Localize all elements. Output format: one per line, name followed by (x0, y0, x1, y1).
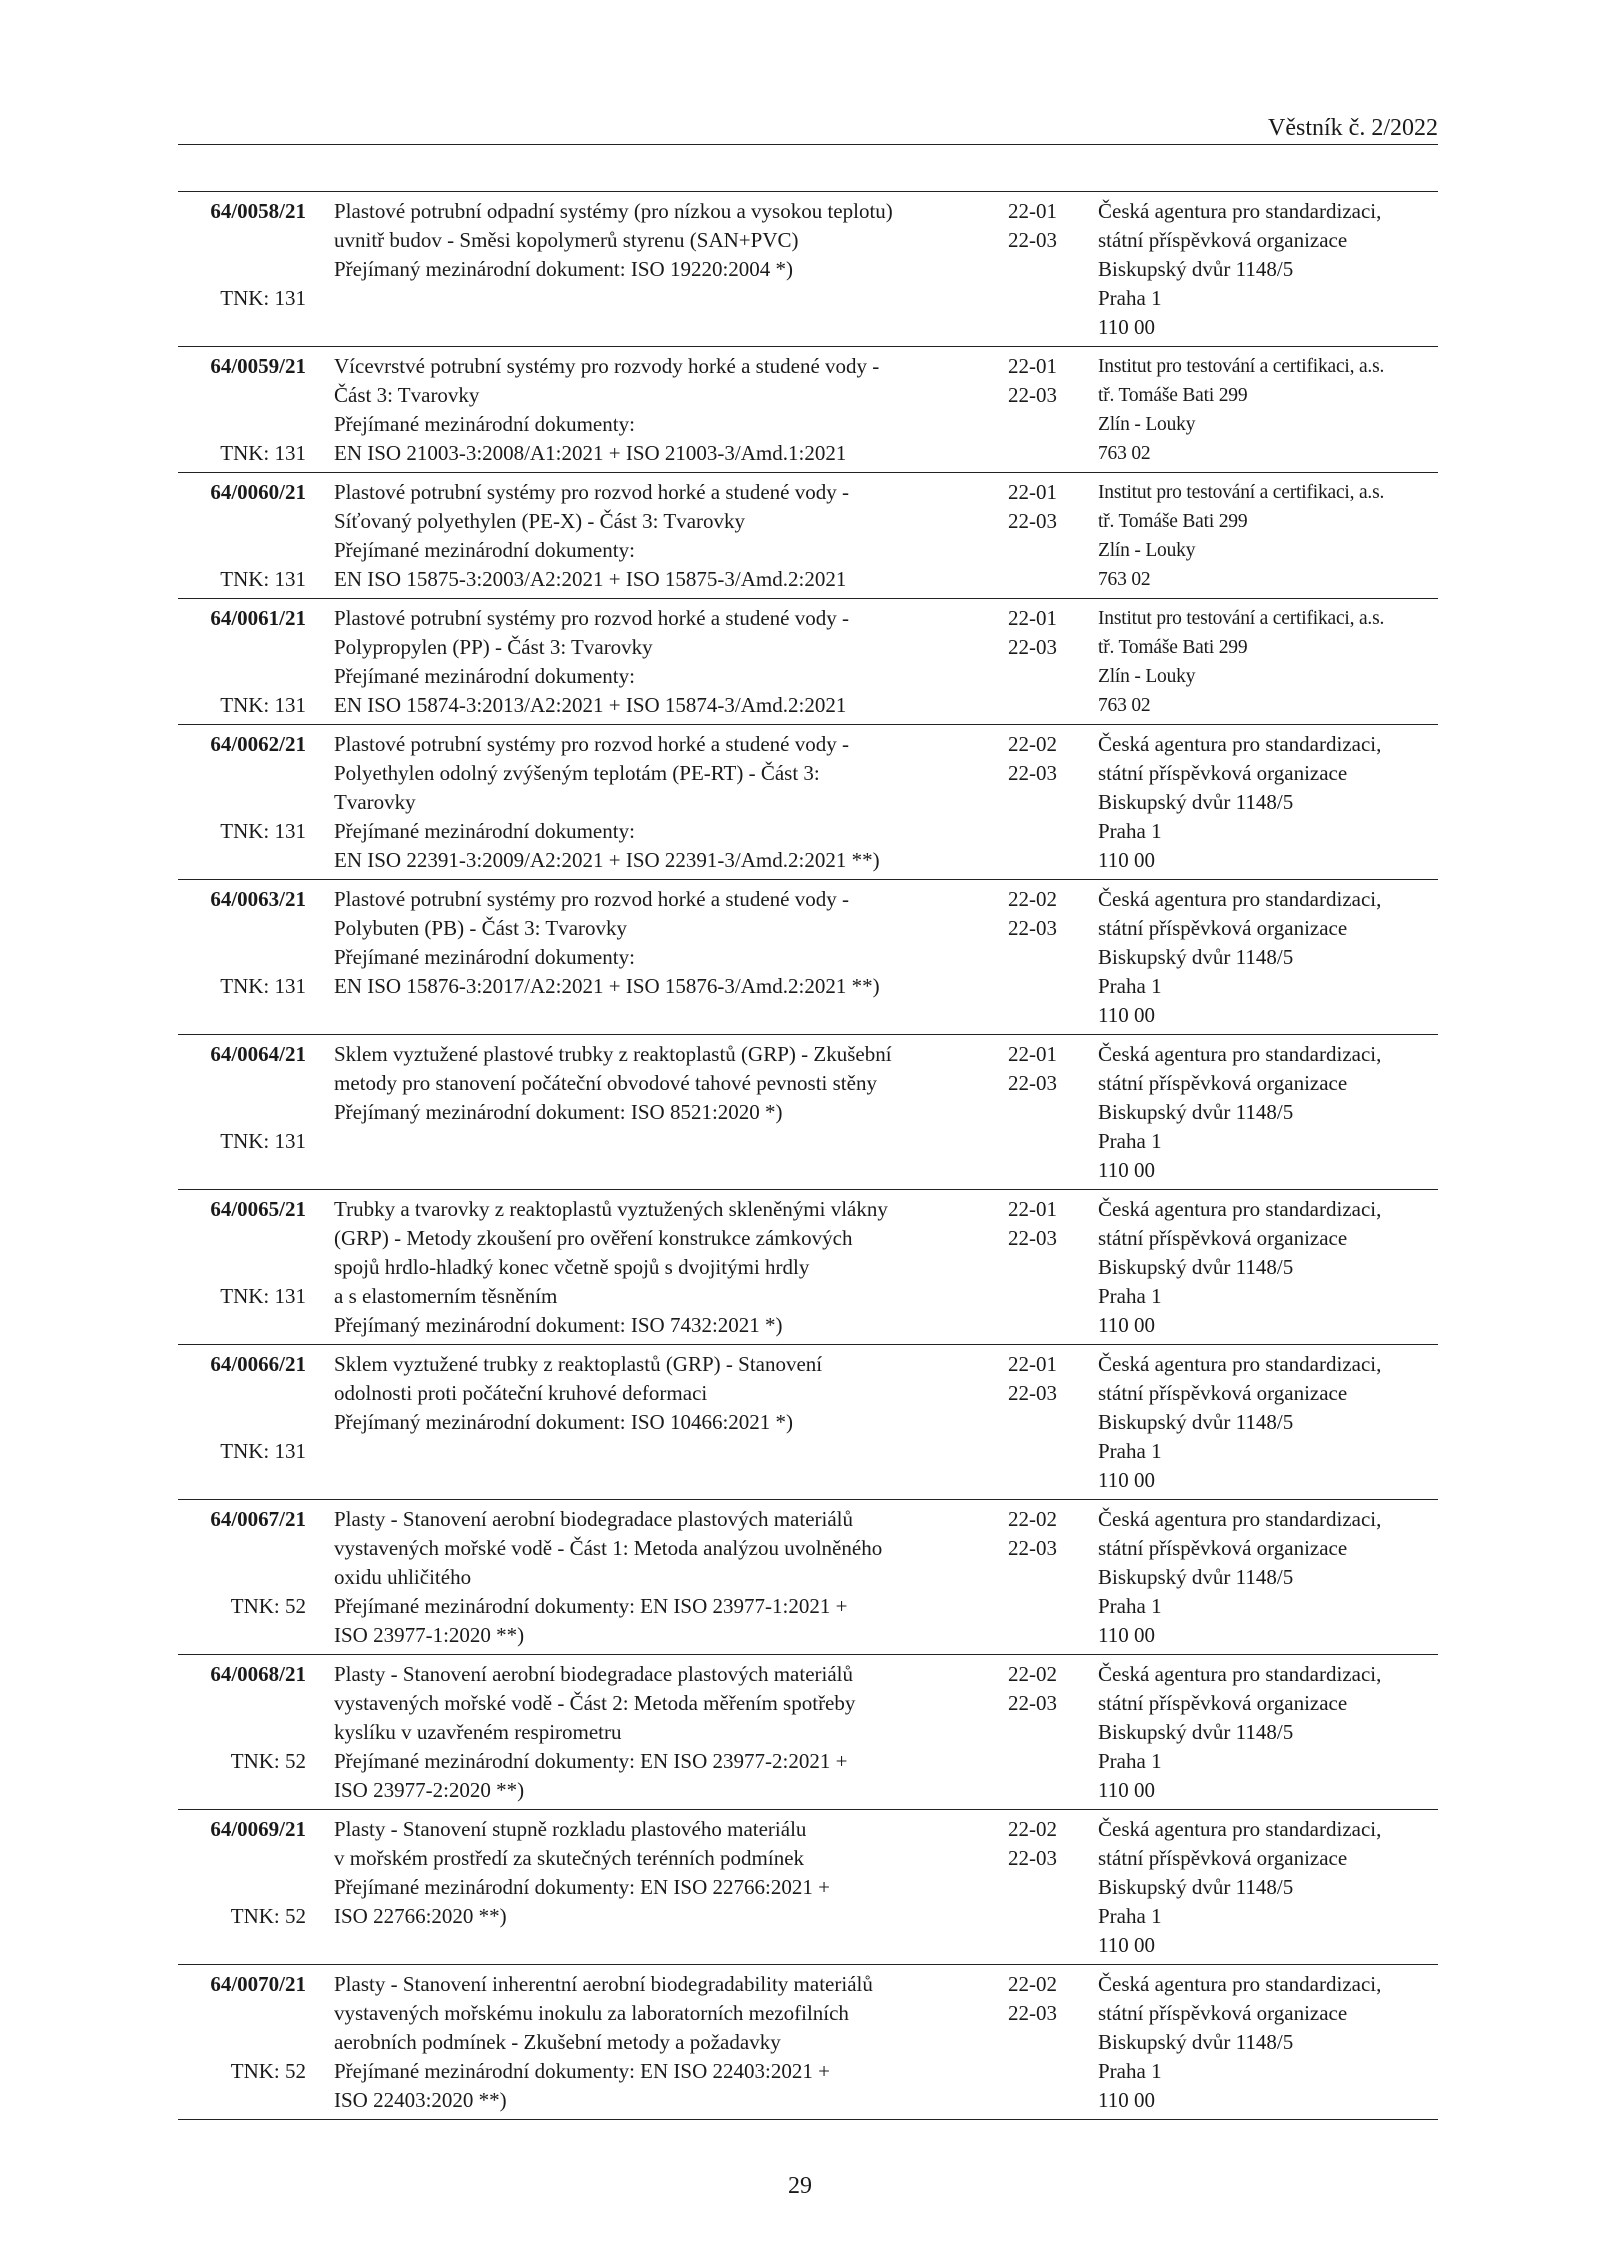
entry-title (334, 478, 989, 594)
entry-organization-line: Zlín - Louky (1098, 540, 1196, 561)
entry-organization-line: Biskupský dvůr 1148/5 (1098, 1255, 1294, 1279)
entry-organization-line: Institut pro testování a certifikaci, a.s. (1098, 482, 1385, 503)
entry-number: 64/0065/21 (210, 1197, 306, 1221)
entry-number-cell (178, 730, 306, 843)
entry-codes (1008, 352, 1088, 410)
entry-organization-line: Biskupský dvůr 1148/5 (1098, 1565, 1294, 1589)
entry-title (334, 352, 989, 468)
entry-title (334, 197, 989, 284)
entry-codes-line: 22-03 (1008, 1381, 1057, 1405)
entry-codes-line: 22-02 (1008, 1817, 1057, 1841)
entry-number: 64/0059/21 (210, 354, 306, 378)
entry-organization-line: tř. Tomáše Bati 299 (1098, 637, 1248, 658)
entry-number-cell (178, 1505, 306, 1618)
entry-organization-line: 110 00 (1098, 1933, 1155, 1957)
entry-organization (1098, 1195, 1443, 1340)
entry-number: 64/0066/21 (210, 1352, 306, 1376)
entry-title-line: Plasty - Stanovení inherentní aerobní biodegradability materiálů (334, 1972, 873, 1996)
entry-codes-line: 22-03 (1008, 228, 1057, 252)
entry-title-line: EN ISO 21003-3:2008/A1:2021 + ISO 21003-3/Amd.1:2021 (334, 441, 847, 465)
entry-codes-line: 22-01 (1008, 1352, 1057, 1376)
entry-codes-line: 22-03 (1008, 1691, 1057, 1715)
entry-organization-line: Zlín - Louky (1098, 666, 1196, 687)
tnk-label: TNK: 131 (220, 1129, 306, 1153)
entry-organization-line: státní příspěvková organizace (1098, 1691, 1348, 1715)
entry-number: 64/0064/21 (210, 1042, 306, 1066)
entry-organization-line: tř. Tomáše Bati 299 (1098, 385, 1248, 406)
entry-codes-line: 22-01 (1008, 1042, 1057, 1066)
standards-table (178, 191, 1438, 2120)
entry-codes (1008, 885, 1088, 943)
entry-codes-line: 22-02 (1008, 732, 1057, 756)
entry-organization (1098, 885, 1443, 1030)
table-row (178, 599, 1438, 725)
entry-title-line: uvnitř budov - Směsi kopolymerů styrenu (SAN+PVC) (334, 228, 799, 252)
entry-organization-line: Česká agentura pro standardizaci, (1098, 1817, 1382, 1841)
tnk-label: TNK: 131 (220, 1439, 306, 1463)
entry-title-line: vystavených mořské vodě - Část 1: Metoda analýzou uvolněného (334, 1536, 883, 1560)
page-header (178, 116, 1438, 145)
entry-codes-line: 22-01 (1008, 1197, 1057, 1221)
table-row (178, 192, 1438, 347)
entry-organization-line: Praha 1 (1098, 819, 1162, 843)
entry-codes-line: 22-03 (1008, 1071, 1057, 1095)
tnk-label: TNK: 52 (230, 1749, 306, 1773)
entry-title-line: Plasty - Stanovení aerobní biodegradace plastových materiálů (334, 1507, 854, 1531)
entry-codes-line: 22-01 (1008, 354, 1057, 378)
entry-title-line: Přejímané mezinárodní dokumenty: (334, 412, 635, 436)
entry-number: 64/0069/21 (210, 1817, 306, 1841)
entry-title-line: Plastové potrubní systémy pro rozvod horké a studené vody - (334, 606, 849, 630)
entry-title-line: aerobních podmínek - Zkušební metody a požadavky (334, 2030, 781, 2054)
entry-title-line: Přejímané mezinárodní dokumenty: EN ISO 22766:2021 + (334, 1875, 830, 1899)
entry-organization-line: Česká agentura pro standardizaci, (1098, 1662, 1382, 1686)
entry-codes (1008, 197, 1088, 255)
entry-title-line: Tvarovky (334, 790, 416, 814)
entry-title-line: Síťovaný polyethylen (PE-X) - Část 3: Tvarovky (334, 509, 746, 533)
entry-title (334, 1970, 989, 2115)
entry-title-line: oxidu uhličitého (334, 1565, 472, 1589)
entry-codes-line: 22-03 (1008, 509, 1057, 533)
entry-organization-line: Biskupský dvůr 1148/5 (1098, 1100, 1294, 1124)
entry-organization (1098, 1970, 1443, 2115)
entry-number: 64/0058/21 (210, 199, 306, 223)
entry-organization-line: Česká agentura pro standardizaci, (1098, 1352, 1382, 1376)
entry-organization-line: 110 00 (1098, 1623, 1155, 1647)
entry-title-line: Přejímaný mezinárodní dokument: ISO 19220:2004 *) (334, 257, 794, 281)
entry-number-cell (178, 1660, 306, 1773)
entry-organization-line: Institut pro testování a certifikaci, a.s. (1098, 608, 1385, 629)
entry-organization-line: Biskupský dvůr 1148/5 (1098, 257, 1294, 281)
entry-title-line: Plastové potrubní odpadní systémy (pro nízkou a vysokou teplotu) (334, 199, 893, 223)
entry-number-cell (178, 1195, 306, 1308)
entry-organization-line: 110 00 (1098, 1313, 1155, 1337)
entry-organization-line: Praha 1 (1098, 1749, 1162, 1773)
entry-title (334, 604, 989, 720)
entry-number: 64/0062/21 (210, 732, 306, 756)
tnk-label: TNK: 131 (220, 693, 306, 717)
entry-organization-line: 110 00 (1098, 2088, 1155, 2112)
entry-organization (1098, 604, 1443, 720)
entry-organization-line: Česká agentura pro standardizaci, (1098, 887, 1382, 911)
entry-organization-line: státní příspěvková organizace (1098, 2001, 1348, 2025)
entry-codes-line: 22-03 (1008, 761, 1057, 785)
entry-organization-line: Biskupský dvůr 1148/5 (1098, 945, 1294, 969)
entry-organization-line: 110 00 (1098, 315, 1155, 339)
entry-organization-line: Praha 1 (1098, 1904, 1162, 1928)
entry-organization-line: Biskupský dvůr 1148/5 (1098, 1410, 1294, 1434)
entry-organization (1098, 352, 1443, 468)
entry-codes-line: 22-01 (1008, 199, 1057, 223)
header-title: Věstník č. 2/2022 (1268, 115, 1438, 141)
entry-title (334, 1195, 989, 1340)
entry-codes-line: 22-02 (1008, 1507, 1057, 1531)
entry-title-line: Plasty - Stanovení aerobní biodegradace plastových materiálů (334, 1662, 854, 1686)
entry-number-cell (178, 1040, 306, 1153)
entry-organization-line: Biskupský dvůr 1148/5 (1098, 1875, 1294, 1899)
entry-title-line: Přejímané mezinárodní dokumenty: (334, 664, 635, 688)
entry-codes-line: 22-03 (1008, 1846, 1057, 1870)
entry-organization-line: Praha 1 (1098, 1594, 1162, 1618)
entry-organization-line: Praha 1 (1098, 1284, 1162, 1308)
entry-title (334, 1505, 989, 1650)
entry-organization (1098, 1350, 1443, 1495)
entry-title-line: Přejímané mezinárodní dokumenty: EN ISO 23977-2:2021 + (334, 1749, 848, 1773)
entry-codes-line: 22-03 (1008, 383, 1057, 407)
entry-organization-line: Biskupský dvůr 1148/5 (1098, 790, 1294, 814)
entry-number-cell (178, 604, 306, 717)
entry-title-line: Sklem vyztužené plastové trubky z reaktoplastů (GRP) - Zkušební (334, 1042, 892, 1066)
entry-organization-line: Česká agentura pro standardizaci, (1098, 199, 1382, 223)
entry-organization-line: tř. Tomáše Bati 299 (1098, 511, 1248, 532)
entry-title-line: Přejímané mezinárodní dokumenty: EN ISO 23977-1:2021 + (334, 1594, 848, 1618)
entry-title-line: Přejímané mezinárodní dokumenty: (334, 538, 635, 562)
entry-organization-line: Česká agentura pro standardizaci, (1098, 732, 1382, 756)
entry-codes (1008, 1660, 1088, 1718)
entry-codes (1008, 1815, 1088, 1873)
entry-title-line: ISO 22766:2020 **) (334, 1904, 507, 1928)
entry-title-line: Sklem vyztužené trubky z reaktoplastů (GRP) - Stanovení (334, 1352, 823, 1376)
entry-codes-line: 22-01 (1008, 480, 1057, 504)
entry-organization-line: státní příspěvková organizace (1098, 1226, 1348, 1250)
entry-organization-line: Biskupský dvůr 1148/5 (1098, 1720, 1294, 1744)
table-row (178, 725, 1438, 880)
entry-number: 64/0067/21 (210, 1507, 306, 1531)
tnk-label: TNK: 131 (220, 567, 306, 591)
entry-organization (1098, 730, 1443, 875)
page-number: 29 (788, 2173, 812, 2199)
entry-organization-line: Praha 1 (1098, 1439, 1162, 1463)
entry-codes (1008, 1040, 1088, 1098)
entry-organization-line: státní příspěvková organizace (1098, 761, 1348, 785)
entry-number-cell (178, 352, 306, 465)
tnk-label: TNK: 131 (220, 819, 306, 843)
entry-organization-line: 110 00 (1098, 848, 1155, 872)
entry-organization-line: 763 02 (1098, 443, 1151, 464)
entry-organization-line: Institut pro testování a certifikaci, a.s. (1098, 356, 1385, 377)
entry-codes-line: 22-03 (1008, 1226, 1057, 1250)
entry-organization-line: Praha 1 (1098, 1129, 1162, 1153)
entry-organization-line: Praha 1 (1098, 974, 1162, 998)
tnk-label: TNK: 52 (230, 1594, 306, 1618)
entry-title-line: Plastové potrubní systémy pro rozvod horké a studené vody - (334, 732, 849, 756)
entry-number-cell (178, 197, 306, 310)
entry-organization (1098, 1505, 1443, 1650)
entry-organization (1098, 197, 1443, 342)
entry-organization-line: 110 00 (1098, 1778, 1155, 1802)
entry-organization-line: Praha 1 (1098, 286, 1162, 310)
entry-title-line: odolnosti proti počáteční kruhové deformaci (334, 1381, 708, 1405)
entry-organization-line: Česká agentura pro standardizaci, (1098, 1197, 1382, 1221)
entry-title (334, 1040, 989, 1127)
entry-title-line: Přejímané mezinárodní dokumenty: EN ISO 22403:2021 + (334, 2059, 830, 2083)
entry-organization-line: 763 02 (1098, 695, 1151, 716)
tnk-label: TNK: 52 (230, 1904, 306, 1928)
entry-organization (1098, 1040, 1443, 1185)
entry-title-line: Plastové potrubní systémy pro rozvod horké a studené vody - (334, 887, 849, 911)
table-row (178, 1965, 1438, 2120)
entry-codes (1008, 1505, 1088, 1563)
tnk-label: TNK: 131 (220, 1284, 306, 1308)
table-row (178, 880, 1438, 1035)
tnk-label: TNK: 131 (220, 286, 306, 310)
entry-organization-line: Česká agentura pro standardizaci, (1098, 1972, 1382, 1996)
entry-title-line: EN ISO 22391-3:2009/A2:2021 + ISO 22391-3/Amd.2:2021 **) (334, 848, 880, 872)
entry-title-line: EN ISO 15874-3:2013/A2:2021 + ISO 15874-3/Amd.2:2021 (334, 693, 847, 717)
entry-codes (1008, 1970, 1088, 2028)
entry-title (334, 1660, 989, 1805)
entry-codes-line: 22-02 (1008, 1972, 1057, 1996)
entry-organization-line: státní příspěvková organizace (1098, 916, 1348, 940)
entry-organization-line: Praha 1 (1098, 2059, 1162, 2083)
entry-title-line: Plasty - Stanovení stupně rozkladu plastového materiálu (334, 1817, 807, 1841)
entry-number: 64/0061/21 (210, 606, 306, 630)
entry-title-line: Část 3: Tvarovky (334, 383, 480, 407)
entry-codes-line: 22-03 (1008, 2001, 1057, 2025)
entry-title-line: Plastové potrubní systémy pro rozvod horké a studené vody - (334, 480, 849, 504)
entry-organization-line: Biskupský dvůr 1148/5 (1098, 2030, 1294, 2054)
entry-title-line: Přejímaný mezinárodní dokument: ISO 8521:2020 *) (334, 1100, 783, 1124)
entry-number-cell (178, 1350, 306, 1463)
table-row (178, 1500, 1438, 1655)
entry-organization-line: státní příspěvková organizace (1098, 1846, 1348, 1870)
entry-title-line: Trubky a tvarovky z reaktoplastů vyztužených skleněnými vlákny (334, 1197, 888, 1221)
entry-organization-line: státní příspěvková organizace (1098, 228, 1348, 252)
entry-organization-line: státní příspěvková organizace (1098, 1536, 1348, 1560)
entry-title-line: metody pro stanovení počáteční obvodové tahové pevnosti stěny (334, 1071, 877, 1095)
entry-number-cell (178, 1815, 306, 1928)
entry-number: 64/0070/21 (210, 1972, 306, 1996)
entry-title-line: Přejímaný mezinárodní dokument: ISO 7432:2021 *) (334, 1313, 783, 1337)
entry-organization-line: 110 00 (1098, 1003, 1155, 1027)
table-row (178, 1035, 1438, 1190)
entry-organization-line: 110 00 (1098, 1158, 1155, 1182)
entry-organization (1098, 1660, 1443, 1805)
entry-number: 64/0060/21 (210, 480, 306, 504)
entry-title-line: a s elastomerním těsněním (334, 1284, 558, 1308)
entry-title-line: Přejímaný mezinárodní dokument: ISO 10466:2021 *) (334, 1410, 794, 1434)
entry-codes (1008, 1350, 1088, 1408)
entry-title (334, 730, 989, 875)
entry-title-line: ISO 23977-2:2020 **) (334, 1778, 525, 1802)
entry-codes (1008, 730, 1088, 788)
table-row (178, 473, 1438, 599)
entry-title-line: vystavených mořské vodě - Část 2: Metoda měřením spotřeby (334, 1691, 856, 1715)
tnk-label: TNK: 131 (220, 441, 306, 465)
entry-title-line: Polypropylen (PP) - Část 3: Tvarovky (334, 635, 653, 659)
entry-organization-line: Zlín - Louky (1098, 414, 1196, 435)
entry-organization (1098, 1815, 1443, 1960)
entry-codes-line: 22-03 (1008, 916, 1057, 940)
entry-number-cell (178, 478, 306, 591)
entry-codes-line: 22-03 (1008, 635, 1057, 659)
entry-number: 64/0063/21 (210, 887, 306, 911)
entry-organization-line: Česká agentura pro standardizaci, (1098, 1507, 1382, 1531)
entry-title-line: EN ISO 15875-3:2003/A2:2021 + ISO 15875-3/Amd.2:2021 (334, 567, 847, 591)
entry-title (334, 885, 989, 1001)
entry-codes (1008, 1195, 1088, 1253)
entry-organization-line: 763 02 (1098, 569, 1151, 590)
entry-number: 64/0068/21 (210, 1662, 306, 1686)
entry-organization-line: Česká agentura pro standardizaci, (1098, 1042, 1382, 1066)
table-row (178, 1190, 1438, 1345)
entry-title-line: spojů hrdlo-hladký konec včetně spojů s dvojitými hrdly (334, 1255, 810, 1279)
entry-title-line: Přejímané mezinárodní dokumenty: (334, 945, 635, 969)
tnk-label: TNK: 131 (220, 974, 306, 998)
entry-title-line: ISO 23977-1:2020 **) (334, 1623, 525, 1647)
entry-number-cell (178, 885, 306, 998)
entry-organization (1098, 478, 1443, 594)
table-row (178, 347, 1438, 473)
entry-title-line: Polyethylen odolný zvýšeným teplotám (PE-RT) - Část 3: (334, 761, 820, 785)
entry-title (334, 1815, 989, 1931)
entry-codes-line: 22-02 (1008, 887, 1057, 911)
entry-codes-line: 22-01 (1008, 606, 1057, 630)
entry-title-line: ISO 22403:2020 **) (334, 2088, 507, 2112)
table-row (178, 1655, 1438, 1810)
entry-title-line: (GRP) - Metody zkoušení pro ověření konstrukce zámkových (334, 1226, 853, 1250)
tnk-label: TNK: 52 (230, 2059, 306, 2083)
entry-title-line: Vícevrstvé potrubní systémy pro rozvody horké a studené vody - (334, 354, 880, 378)
entry-title-line: Přejímané mezinárodní dokumenty: (334, 819, 635, 843)
entry-codes-line: 22-03 (1008, 1536, 1057, 1560)
entry-title-line: vystavených mořskému inokulu za laboratorních mezofilních (334, 2001, 849, 2025)
entry-title-line: v mořském prostředí za skutečných terénních podmínek (334, 1846, 805, 1870)
entry-number-cell (178, 1970, 306, 2083)
entry-codes (1008, 478, 1088, 536)
entry-codes-line: 22-02 (1008, 1662, 1057, 1686)
entry-title-line: kyslíku v uzavřeném respirometru (334, 1720, 622, 1744)
entry-title-line: Polybuten (PB) - Část 3: Tvarovky (334, 916, 628, 940)
entry-title-line: EN ISO 15876-3:2017/A2:2021 + ISO 15876-3/Amd.2:2021 **) (334, 974, 880, 998)
entry-title (334, 1350, 989, 1437)
table-row (178, 1810, 1438, 1965)
entry-organization-line: 110 00 (1098, 1468, 1155, 1492)
entry-codes (1008, 604, 1088, 662)
entry-organization-line: státní příspěvková organizace (1098, 1381, 1348, 1405)
table-row (178, 1345, 1438, 1500)
entry-organization-line: státní příspěvková organizace (1098, 1071, 1348, 1095)
